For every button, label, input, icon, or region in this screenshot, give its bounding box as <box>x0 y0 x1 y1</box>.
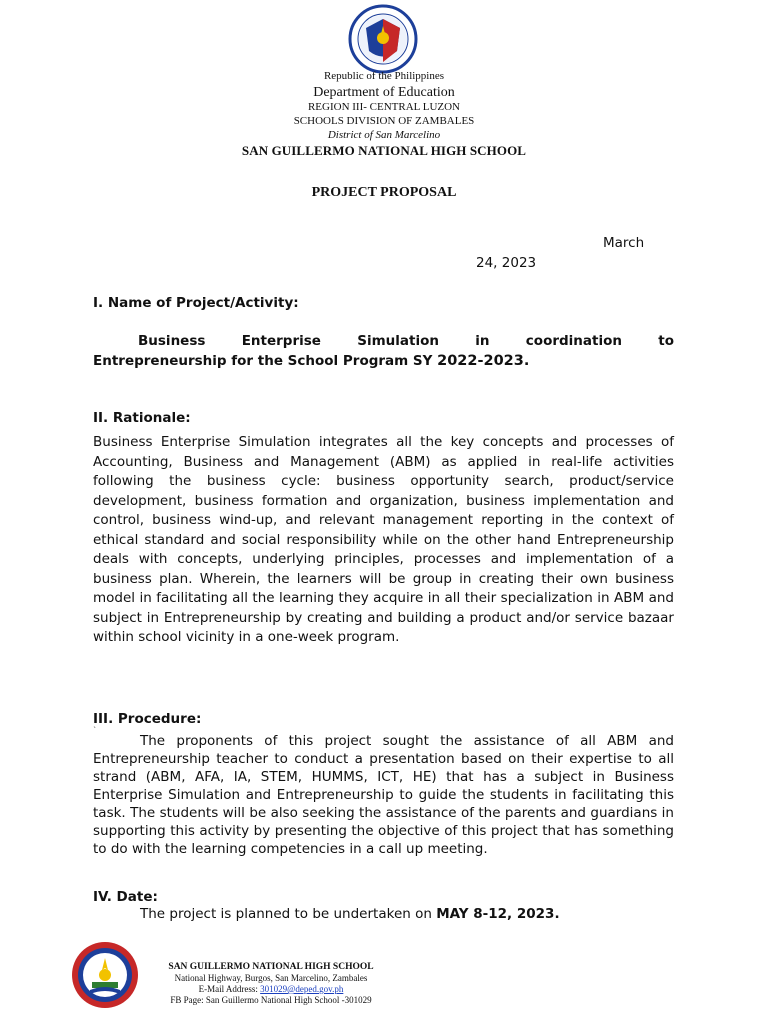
procedure-body: The proponents of this project sought the assistance of all ABM and Entrepreneurship teacher to conduct a presentation based on their expertise to all strand (ABM, AFA, IA, STEM, HUMMS, ICT, HE) that has a subject in Business Enterprise Simulation and Entrepreneurship to guide the students in facilitating this task. The students will be also seeking the assistance of the parents and guardians in supporting this activity by presenting the objective of this project that has something to do with the learning competencies in a call up meeting. <box>93 733 674 857</box>
date-body-value: MAY 8-12, 2023. <box>436 906 560 922</box>
footer-text <box>146 962 396 1006</box>
school-name: SAN GUILLERMO NATIONAL HIGH SCHOOL <box>241 142 527 158</box>
school-logo-icon <box>70 940 140 1010</box>
document-title: PROJECT PROPOSAL <box>311 185 457 200</box>
project-name <box>93 331 674 371</box>
date-body-text: The project is planned to be undertaken on <box>140 906 437 922</box>
republic-line: Republic of the Philippines <box>323 70 445 82</box>
date-month: March <box>603 235 645 251</box>
footer <box>70 940 430 1020</box>
footer-email-link[interactable]: 301029@deped.gov.ph <box>260 984 344 994</box>
footer-email-line <box>146 984 396 995</box>
project-name-line2: Entrepreneurship for the School Program SY <box>93 353 438 369</box>
section-heading-date: IV. Date: <box>93 889 158 905</box>
footer-email-label: E-Mail Address: <box>198 984 261 994</box>
footer-address: National Highway, Burgos, San Marcelino, Zambales <box>174 973 368 983</box>
deped-seal-icon <box>342 4 424 74</box>
section-heading-rationale: II. Rationale: <box>93 410 191 426</box>
section-heading-procedure: III. Procedure: <box>93 711 202 727</box>
division-line: SCHOOLS DIVISION OF ZAMBALES <box>293 115 475 127</box>
footer-fb-page: FB Page: San Guillermo National High School -301029 <box>170 995 372 1005</box>
department-line: Department of Education <box>313 84 455 100</box>
stray-mark: ` <box>93 726 97 735</box>
letterhead <box>0 70 768 159</box>
date-day-year: 24, 2023 <box>476 255 537 271</box>
project-name-year: 2022-2023. <box>437 353 530 369</box>
project-name-line1: Business Enterprise Simulation in coordination to <box>138 333 674 349</box>
section-heading-name: I. Name of Project/Activity: <box>93 295 299 311</box>
footer-school-name: SAN GUILLERMO NATIONAL HIGH SCHOOL <box>168 962 374 972</box>
district-line: District of San Marcelino <box>327 128 441 141</box>
date-body <box>140 905 700 925</box>
region-line: REGION III- CENTRAL LUZON <box>307 101 461 114</box>
rationale-body: Business Enterprise Simulation integrates all the key concepts and processes of Accounting, Business and Management (ABM) as applied in real-life activities following the business cycle: business opportunity search, product/service development, business formation and organization, business implementation and control, business wind-up, and relevant management reporting in the context of ethical standard and social responsibility while on the other hand Entrepreneurship deals with concepts, underlying principles, processes and implementation of a business plan. Wherein, the learners will be group in creating their own business model in facilitating all the learning they acquire in all their specialization in ABM and subject in Entrepreneurship by creating and building a product and/or service bazaar within school vicinity in a one-week program. <box>93 434 674 645</box>
